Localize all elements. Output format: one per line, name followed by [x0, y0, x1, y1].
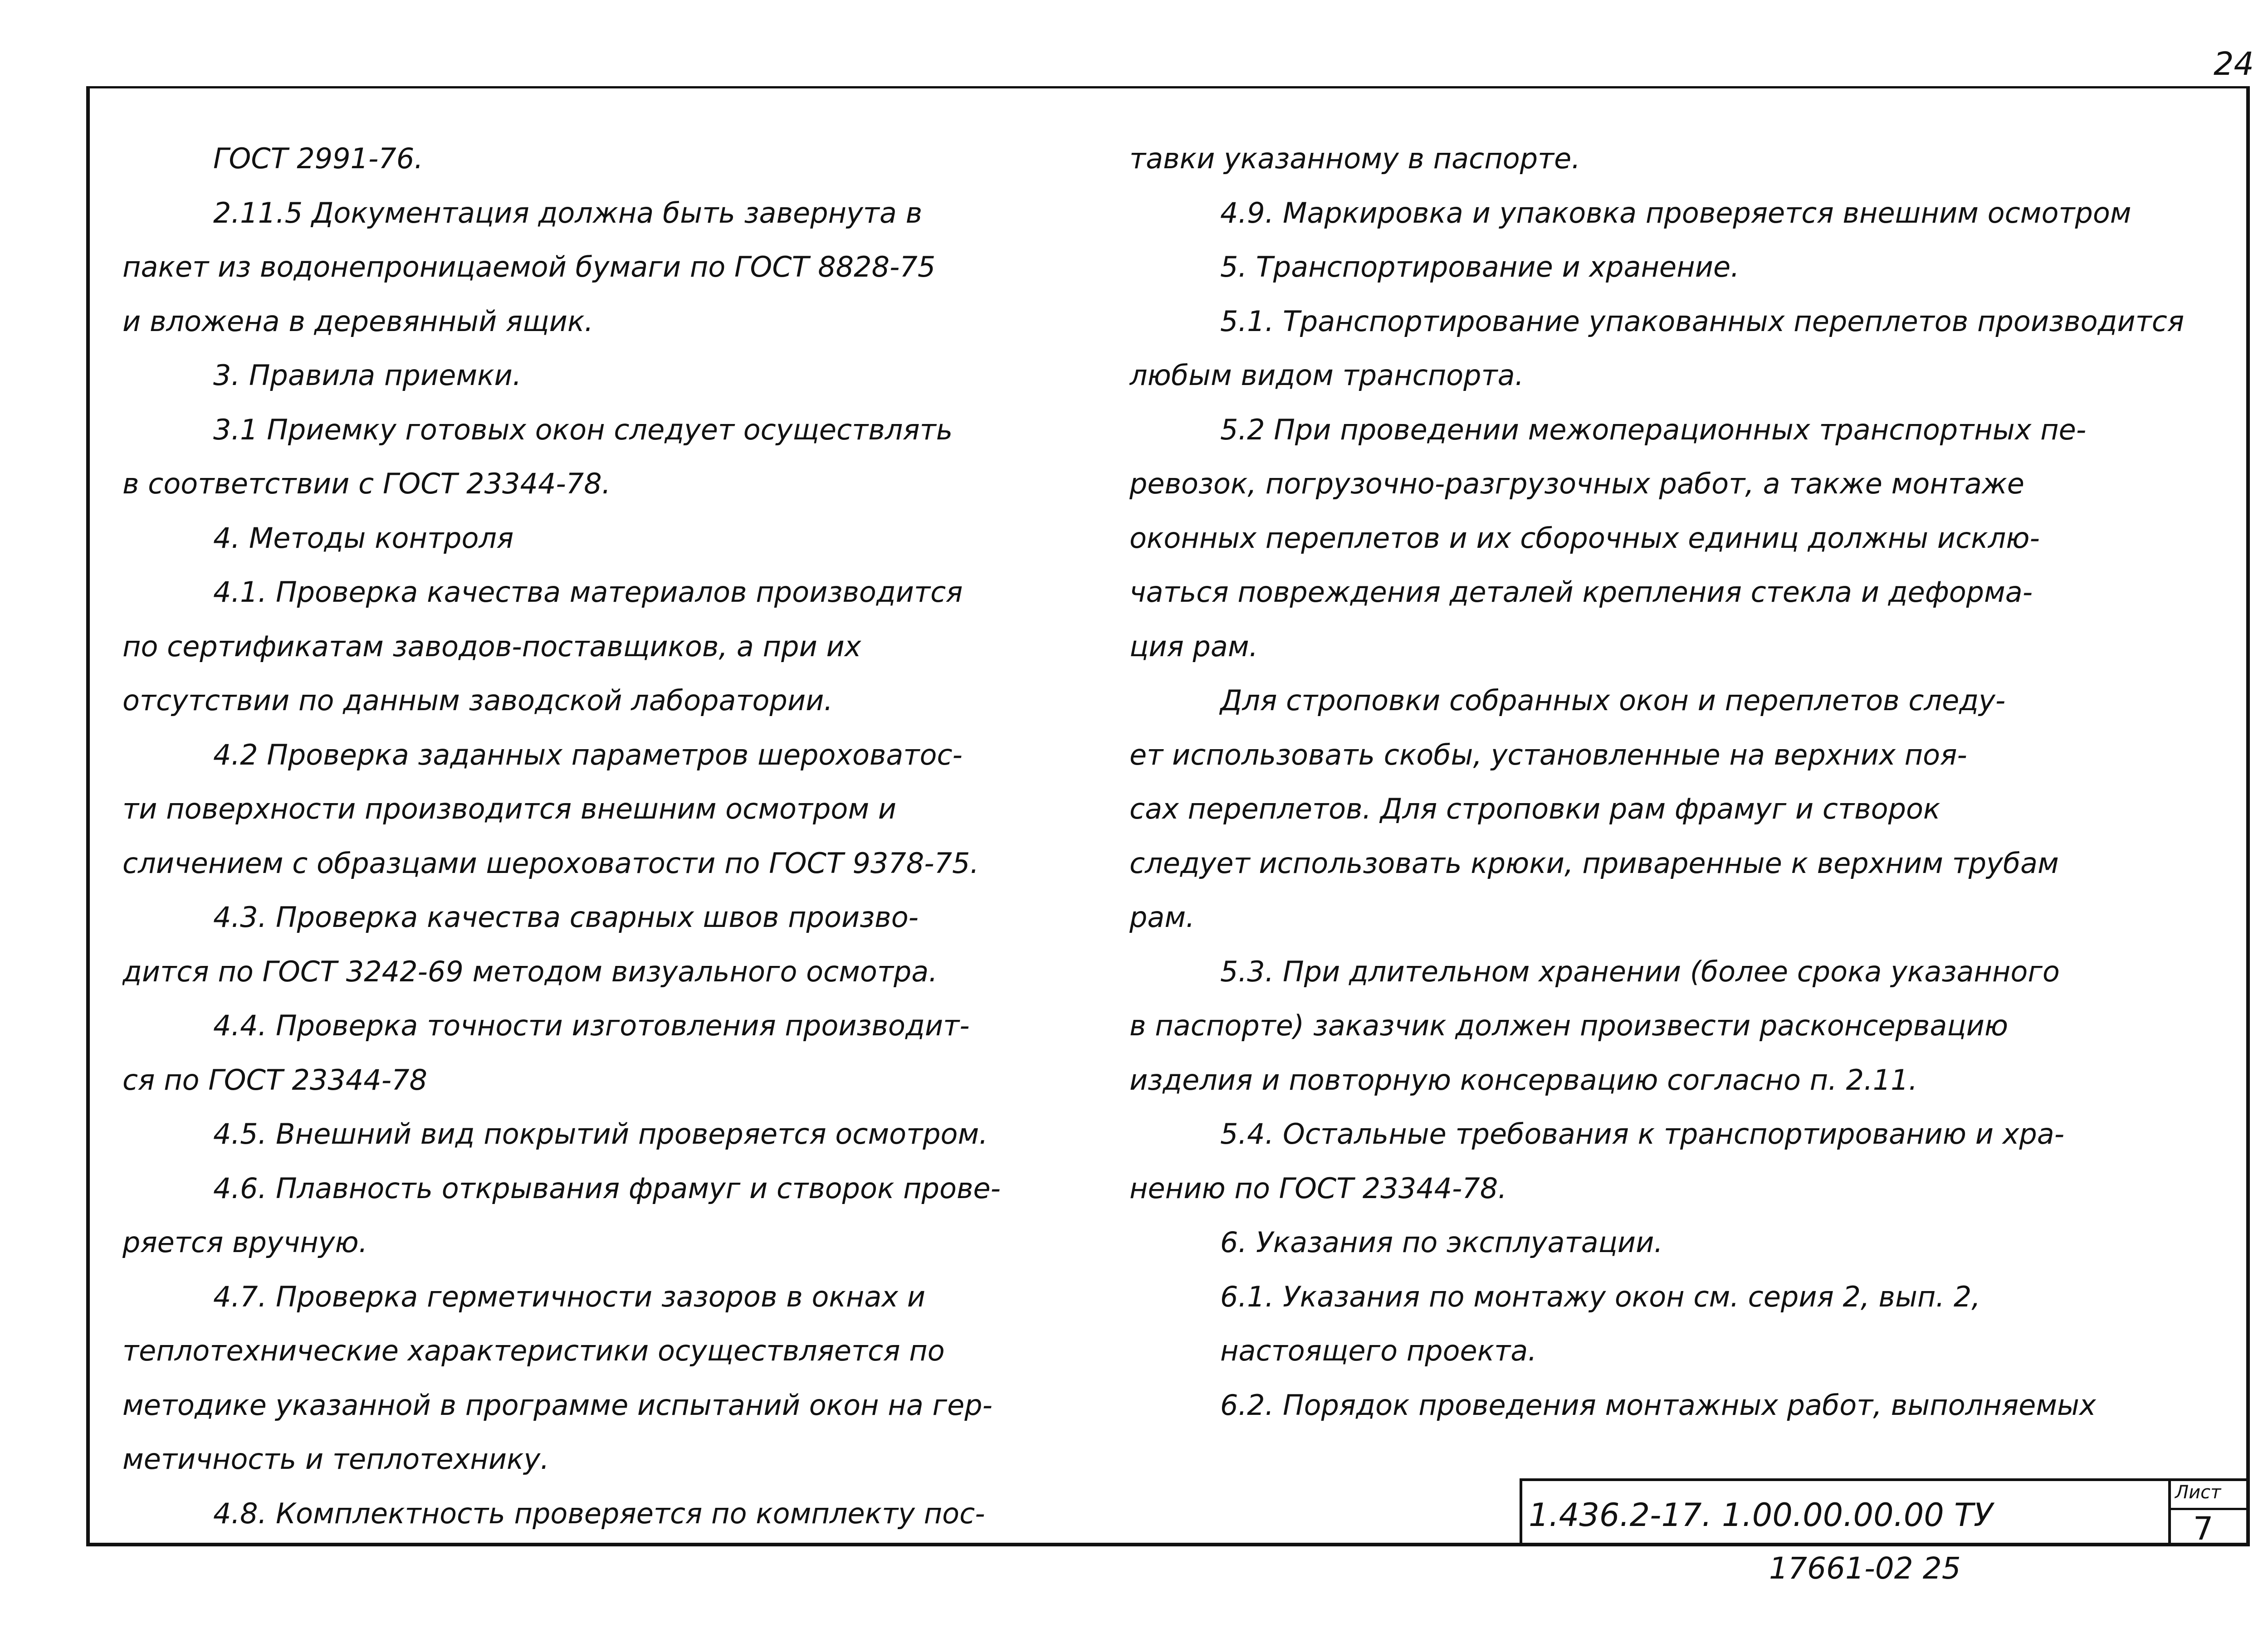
text-line: 5.4. Остальные требования к транспортированию и хра- — [1220, 1117, 2065, 1150]
text-line: теплотехнические характеристики осуществляется по — [122, 1334, 945, 1367]
text-line: 5.2 При проведении межоперационных транспортных пе- — [1220, 413, 2087, 446]
right-text-column — [1129, 132, 2204, 1432]
text-line: 4.2 Проверка заданных параметров шероховатос- — [213, 738, 963, 771]
text-line: 3. Правила приемки. — [213, 359, 522, 392]
sheet-label: Лист — [2175, 1482, 2221, 1503]
text-line: методике указанной в программе испытаний окон на гер- — [122, 1388, 992, 1422]
text-line: и вложена в деревянный ящик. — [122, 304, 594, 338]
text-line: следует использовать крюки, приваренные к верхним трубам — [1129, 846, 2059, 880]
text-line: ГОСТ 2991-76. — [213, 142, 423, 175]
text-line: любым видом транспорта. — [1129, 359, 1524, 392]
text-line: тавки указанному в паспорте. — [1129, 142, 1581, 175]
text-line: ет использовать скобы, установленные на верхних поя- — [1129, 738, 1967, 771]
text-line: сличением с образцами шероховатости по ГОСТ 9378-75. — [122, 846, 979, 880]
text-line: сах переплетов. Для строповки рам фрамуг и створок — [1129, 792, 1941, 825]
text-line: 5.3. При длительном хранении (более срока указанного — [1220, 955, 2060, 988]
text-line: 6. Указания по эксплуатации. — [1220, 1226, 1663, 1259]
text-line: метичность и теплотехнику. — [122, 1443, 549, 1476]
text-line: ти поверхности производится внешним осмотром и — [122, 792, 897, 825]
document-code: 1.436.2-17. 1.00.00.00.00 ТУ — [1529, 1496, 1993, 1534]
left-text-column — [122, 132, 1089, 1540]
text-line: изделия и повторную консервацию согласно п. 2.11. — [1129, 1063, 1918, 1097]
text-line: ревозок, погрузочно-разгрузочных работ, а также монтаже — [1129, 467, 2024, 500]
text-line: 4.1. Проверка качества материалов производится — [213, 575, 963, 609]
text-line: настоящего проекта. — [1220, 1334, 1537, 1367]
text-line: в соответствии с ГОСТ 23344-78. — [122, 467, 611, 500]
text-line: 4.9. Маркировка и упаковка проверяется внешним осмотром — [1220, 196, 2131, 229]
text-line: рам. — [1129, 901, 1195, 934]
text-line: по сертификатам заводов-поставщиков, а при их — [122, 629, 861, 663]
archive-number: 17661-02 25 — [1769, 1551, 1961, 1586]
text-line: 4.4. Проверка точности изготовления производит- — [213, 1009, 970, 1042]
text-line: 2.11.5 Документация должна быть завернута в — [213, 196, 923, 229]
text-line: Для строповки собранных окон и переплетов следу- — [1220, 684, 2006, 717]
text-line: 4.5. Внешний вид покрытий проверяется осмотром. — [213, 1117, 988, 1150]
text-line: 6.1. Указания по монтажу окон см. серия 2, вып. 2, — [1220, 1280, 1980, 1313]
text-line: нению по ГОСТ 23344-78. — [1129, 1171, 1507, 1205]
text-line: оконных переплетов и их сборочных единиц должны исклю- — [1129, 521, 2040, 555]
text-line: 3.1 Приемку готовых окон следует осуществлять — [213, 413, 953, 446]
text-line: чаться повреждения деталей крепления стекла и деформа- — [1129, 575, 2033, 609]
text-line: 4. Методы контроля — [213, 521, 514, 555]
text-line: 4.3. Проверка качества сварных швов произво- — [213, 901, 919, 934]
text-line: 5. Транспортирование и хранение. — [1220, 250, 1740, 283]
text-line: 4.7. Проверка герметичности зазоров в окнах и — [213, 1280, 926, 1313]
text-line: 5.1. Транспортирование упакованных переплетов производится — [1220, 304, 2185, 338]
sheet-number: 7 — [2193, 1510, 2214, 1547]
text-line: 6.2. Порядок проведения монтажных работ, выполняемых — [1220, 1388, 2096, 1422]
corner-page-number: 24 — [2214, 45, 2254, 83]
text-line: 4.6. Плавность открывания фрамуг и створок прове- — [213, 1171, 1001, 1205]
text-line: ция рам. — [1129, 629, 1258, 663]
text-line: отсутствии по данным заводской лаборатории. — [122, 684, 833, 717]
text-line: ряется вручную. — [122, 1226, 368, 1259]
text-line: пакет из водонепроницаемой бумаги по ГОСТ 8828-75 — [122, 250, 936, 283]
text-line: ся по ГОСТ 23344-78 — [122, 1063, 427, 1097]
text-line: 4.8. Комплектность проверяется по комплекту пос- — [213, 1496, 985, 1530]
text-line: дится по ГОСТ 3242-69 методом визуального осмотра. — [122, 955, 938, 988]
text-line: в паспорте) заказчик должен произвести расконсервацию — [1129, 1009, 2009, 1042]
